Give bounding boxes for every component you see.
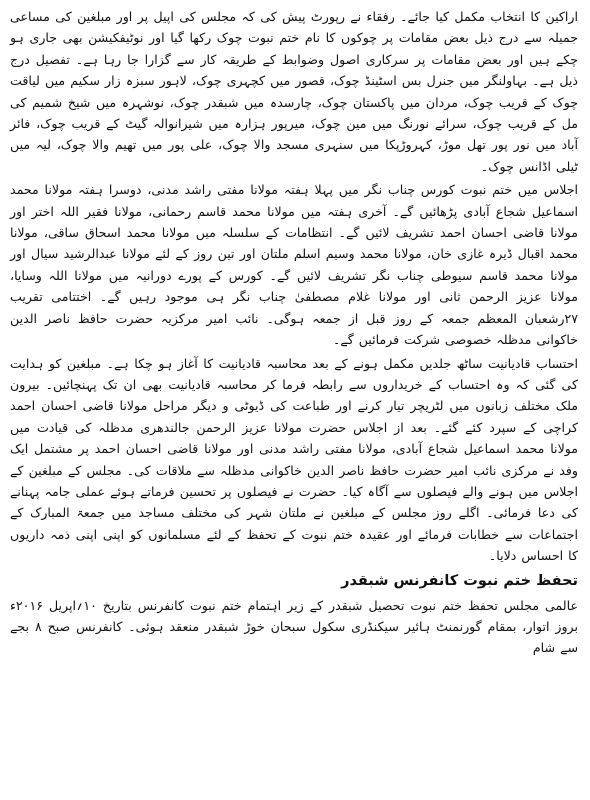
paragraph-shabqadar-conference: عالمی مجلس تحفظ ختم نبوت تحصیل شبقدر کے زیر اہتمام ختم نبوت کانفرنس بتاریخ ۱۰؍اپریل ۲۰۱۶ء بروز اتوار، بمقام گورنمنٹ ہائیر سیکنڈری سکول سبحان خوڑ شبقدر منعقد ہوئی۔ کانفرنس صبح ۸ بجے سے شام [10, 597, 578, 656]
paragraph-course-schedule: اجلاس میں ختم نبوت کورس چناب نگر میں پہلا ہفتہ مولانا مفتی راشد مدنی، دوسرا ہفتہ مولانا محمد اسماعیل شجاع آبادی پڑھائیں گے۔ آخری ہفتہ میں مولانا محمد قاسم رحمانی، مولانا فقیر اللہ اختر اور مولانا قاضی احسان احمد تشریف لائیں گے۔ انتظامات کے سلسلہ میں مولانا محمد اسحاق ساقی، مولانا محمد اقبال ڈیرہ غازی خان، مولانا محمد وسیم اسلم ملتان اور تین روز کے لئے مولانا عبدالرشید سیال اور مولانا محمد قاسم سیوطی چناب نگر تشریف لائیں گے۔ کورس کے پورے دورانیہ میں مولانا اللہ وسایا، مولانا عزیز الرحمن ثانی اور مولانا غلام مصطفیٰ چناب نگر ہی موجود رہیں گے۔ اختتامی تقریب ۲۷رشعبان المعظم جمعہ کے روز قبل از جمعہ ہوگی۔ نائب امیر مرکزیہ حضرت حافظ ناصر الدین خاکوانی مدظلہ خصوصی شرکت فرمائیں گے۔ [10, 182, 578, 348]
section-heading: تحفظ ختم نبوت کانفرنس شبقدر [341, 572, 578, 589]
paragraph-chowk-names: اراکین کا انتخاب مکمل کیا جائے۔ رفقاء نے رپورٹ پیش کی کہ مجلس کی اپیل پر اور مبلغین کی مساعی جمیلہ سے درج ذیل بعض مقامات پر چوکوں کا نام ختم نبوت چوک رکھا گیا اور نوٹیفکیشن بھی جاری ہو چکے ہیں اور بعض مقامات پر سرکاری اصول وضوابط کے طریقہ کار سے گزارا جا رہا ہے۔ تفصیل درج ذیل ہے۔ بہاولنگر میں جنرل بس اسٹینڈ چوک، قصور میں کچہری چوک، لاہور سبزہ زار سکیم میں لیاقت چوک کے قریب چوک، مردان میں پاکستان چوک، چارسدہ میں شبقدر چوک، نوشہرہ میں شیخ شمیم کی مل کے قریب چوک، سرائے نورنگ میں مین چوک، میرپور ہزارہ میں شیرانوالہ گیٹ کے قریب چوک، فائر آباد میں نور پور تھل موڑ، کہروڑپکا میں سنہری مسجد والا چوک، علی پور میں تھیم والا چوک، لیہ میں ٹیلی اڈانس چوک۔ [10, 9, 578, 174]
paragraph-ehtisab-qadianiyat: احتساب قادیانیت ساٹھ جلدیں مکمل ہونے کے بعد محاسبہ قادیانیت کا آغاز ہو چکا ہے۔ مبلغین کو ہدایت کی گئی کہ وہ احتساب کے خریداروں سے رابطہ فرما کر محاسبہ قادیانیت بھی ان تک پہنچائیں۔ بیرون ملک مختلف زبانوں میں لٹریچر تیار کرنے اور طباعت کی ڈیوٹی و دیگر مراحل مولانا قاضی احسان احمد کراچی کے سپرد کئے گئے۔ بعد از اجلاس حضرت مولانا عزیز الرحمن جالندھری مدظلہ کی قیادت میں مولانا محمد اسماعیل شجاع آبادی، مولانا مفتی راشد مدنی اور مولانا قاضی احسان احمد پر مشتمل ایک وفد نے مرکزی نائب امیر حضرت حافظ ناصر الدین خاکوانی مدظلہ سے ملاقات کی۔ مجلس کے مبلغین کے اجلاس میں ہونے والے فیصلوں سے آگاہ کیا۔ حضرت نے فیصلوں پر تحسین فرماتے ہوئے عملی جامہ پہنانے کی دعا فرمائی۔ اگلے روز مجلس کے مبلغین نے ملتان شہر کی مختلف مساجد میں جمعۃ المبارک کے اجتماعات سے خطابات فرمائے اور عقیدہ ختم نبوت کے تحفظ کے لئے مسلمانوں کو اپنی اپنی ذمہ داریوں کا احساس دلایا۔ [10, 355, 578, 564]
